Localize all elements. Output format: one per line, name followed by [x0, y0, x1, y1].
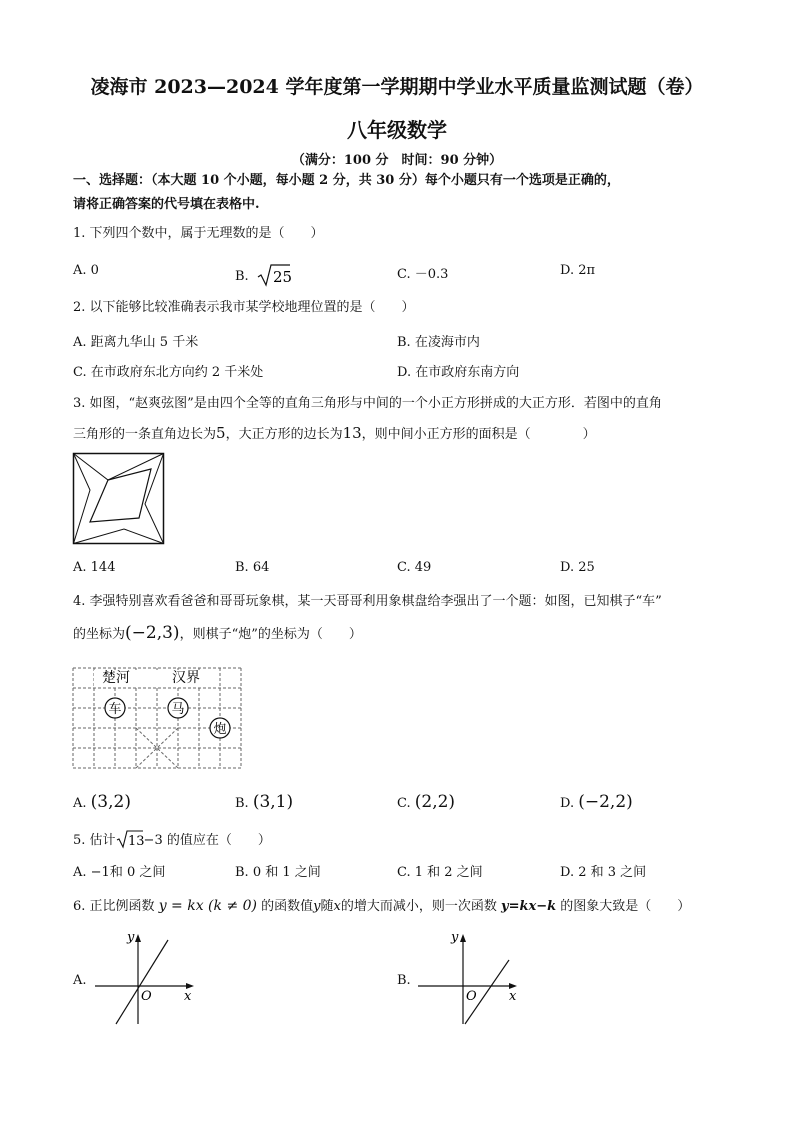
q4-che-coordinate: (−2,3): [125, 623, 180, 643]
q3-side-length: 13: [342, 424, 362, 442]
piece-pao-label: 炮: [213, 722, 227, 737]
q6-function2: y=kx−k: [501, 899, 557, 914]
y-axis-label: y: [127, 930, 135, 945]
q1-option-b-label: B.: [235, 269, 249, 284]
q4-option-b: [235, 792, 293, 812]
q6-function: y = kx (k ≠ 0): [158, 898, 258, 914]
q5-option-a: A. −1和 0 之间: [73, 865, 166, 880]
origin-label: O: [466, 989, 477, 1004]
chessboard-figure: [72, 664, 244, 774]
q6-graph-a: [90, 928, 200, 1026]
q5-option-d: D. 2 和 3 之间: [560, 865, 647, 880]
q4-option-c-value: (2,2): [414, 792, 456, 812]
q5-option-c: C. 1 和 2 之间: [397, 865, 483, 880]
q6-graph-a-line: [116, 940, 168, 1024]
y-axis-label: y: [451, 930, 459, 945]
q6-graph-b: [413, 928, 523, 1026]
q3-option-c: C. 49: [397, 560, 432, 575]
q1-option-b: [235, 263, 291, 287]
q1-option-d: D. 2π: [560, 263, 596, 278]
q4-option-b-label: B.: [235, 796, 249, 811]
q4-option-a: [73, 792, 131, 812]
q4-option-a-value: (3,2): [90, 792, 131, 812]
q6-x-var: x: [333, 899, 341, 914]
zhao-shuang-figure: [72, 452, 166, 546]
question-3-stem: 3. 如图，“赵爽弦图”是由四个全等的直角三角形与中间的一个小正方形拼成的大正方形．若图中的直角: [73, 396, 662, 411]
page-subtitle: 八年级数学: [347, 118, 447, 142]
q3-option-a: A. 144: [73, 560, 116, 575]
q5-option-b: B. 0 和 1 之间: [235, 865, 321, 880]
q6-text-a: 6. 正比例函数: [73, 899, 155, 914]
q3-option-d: D. 25: [560, 560, 595, 575]
q6-option-a-label: A.: [73, 973, 87, 988]
question-5-stem: [73, 829, 271, 850]
question-4-stem-line2: [73, 624, 362, 644]
q4-option-a-label: A.: [73, 796, 87, 811]
q3-text-b: ，大正方形的边长为: [225, 427, 343, 442]
piece-ma-label: 马: [171, 702, 185, 717]
q4-option-d-label: D.: [560, 796, 575, 811]
x-axis-label: x: [184, 989, 192, 1004]
q1-radicand: 25: [272, 268, 291, 286]
q2-option-b: B. 在凌海市内: [397, 335, 480, 350]
q1-option-a: A. 0: [73, 263, 99, 278]
q4-option-c: [397, 792, 455, 812]
q5-text-b: −3 的值应在（ ）: [143, 833, 271, 848]
page-title: 凌海市 2023—2024 学年度第一学期期中学业水平质量监测试题（卷）: [90, 76, 704, 98]
section-heading-line2: 请将正确答案的代号填在表格中.: [73, 197, 260, 212]
question-6-stem: [73, 897, 690, 916]
q4-text-b: ，则棋子“炮”的坐标为（ ）: [179, 627, 362, 642]
q6-text-b: 的函数值: [261, 899, 314, 914]
question-4-stem: 4. 李强特别喜欢看爸爸和哥哥玩象棋，某一天哥哥利用象棋盘给李强出了一个题：如图，已知棋子“车”: [73, 594, 662, 609]
q5-text-a: 5. 估计: [73, 833, 116, 848]
q6-y-var: y: [313, 899, 321, 914]
origin-label: O: [141, 989, 152, 1004]
section-heading: 一、选择题：（本大题 10 个小题，每小题 2 分，共 30 分）每个小题只有一个选项是正确的，: [73, 173, 620, 188]
x-axis-label: x: [509, 989, 517, 1004]
q4-option-b-value: (3,1): [252, 792, 294, 812]
river-label-right: 汉界: [172, 670, 200, 686]
q6-text-d: 的增大而减小，则一次函数: [340, 899, 497, 914]
sqrt-symbol: [257, 263, 291, 287]
q6-text-c: 随: [320, 899, 334, 914]
sqrt-symbol: [116, 829, 144, 849]
q2-option-d: D. 在市政府东南方向: [397, 365, 520, 380]
river-label-left: 楚河: [102, 670, 130, 686]
q1-option-c: C. －0.3: [397, 267, 449, 282]
question-3-stem-line2: [73, 424, 596, 444]
exam-meta: （满分：100 分 时间：90 分钟）: [291, 153, 503, 168]
q4-option-d-value: (−2,2): [578, 792, 633, 812]
q3-text-c: ，则中间小正方形的面积是（ ）: [361, 427, 596, 442]
q3-leg-length: 5: [216, 424, 226, 442]
q3-text-a: 三角形的一条直角边长为: [73, 427, 217, 442]
question-1-stem: 1. 下列四个数中，属于无理数的是（ ）: [73, 226, 324, 241]
q3-option-b: B. 64: [235, 560, 270, 575]
q6-option-b-label: B.: [397, 973, 411, 988]
piece-che-label: 车: [108, 702, 122, 717]
q4-option-c-label: C.: [397, 796, 411, 811]
q4-option-d: [560, 792, 633, 812]
q4-text-a: 的坐标为: [73, 627, 126, 642]
question-2-stem: 2. 以下能够比较准确表示我市某学校地理位置的是（ ）: [73, 300, 415, 315]
q2-option-a: A. 距离九华山 5 千米: [73, 335, 199, 350]
q6-text-e: 的图象大致是（ ）: [560, 899, 691, 914]
inner-square: [90, 469, 151, 522]
q5-radicand: 13: [127, 834, 144, 849]
q2-option-c: C. 在市政府东北方向约 2 千米处: [73, 365, 264, 380]
